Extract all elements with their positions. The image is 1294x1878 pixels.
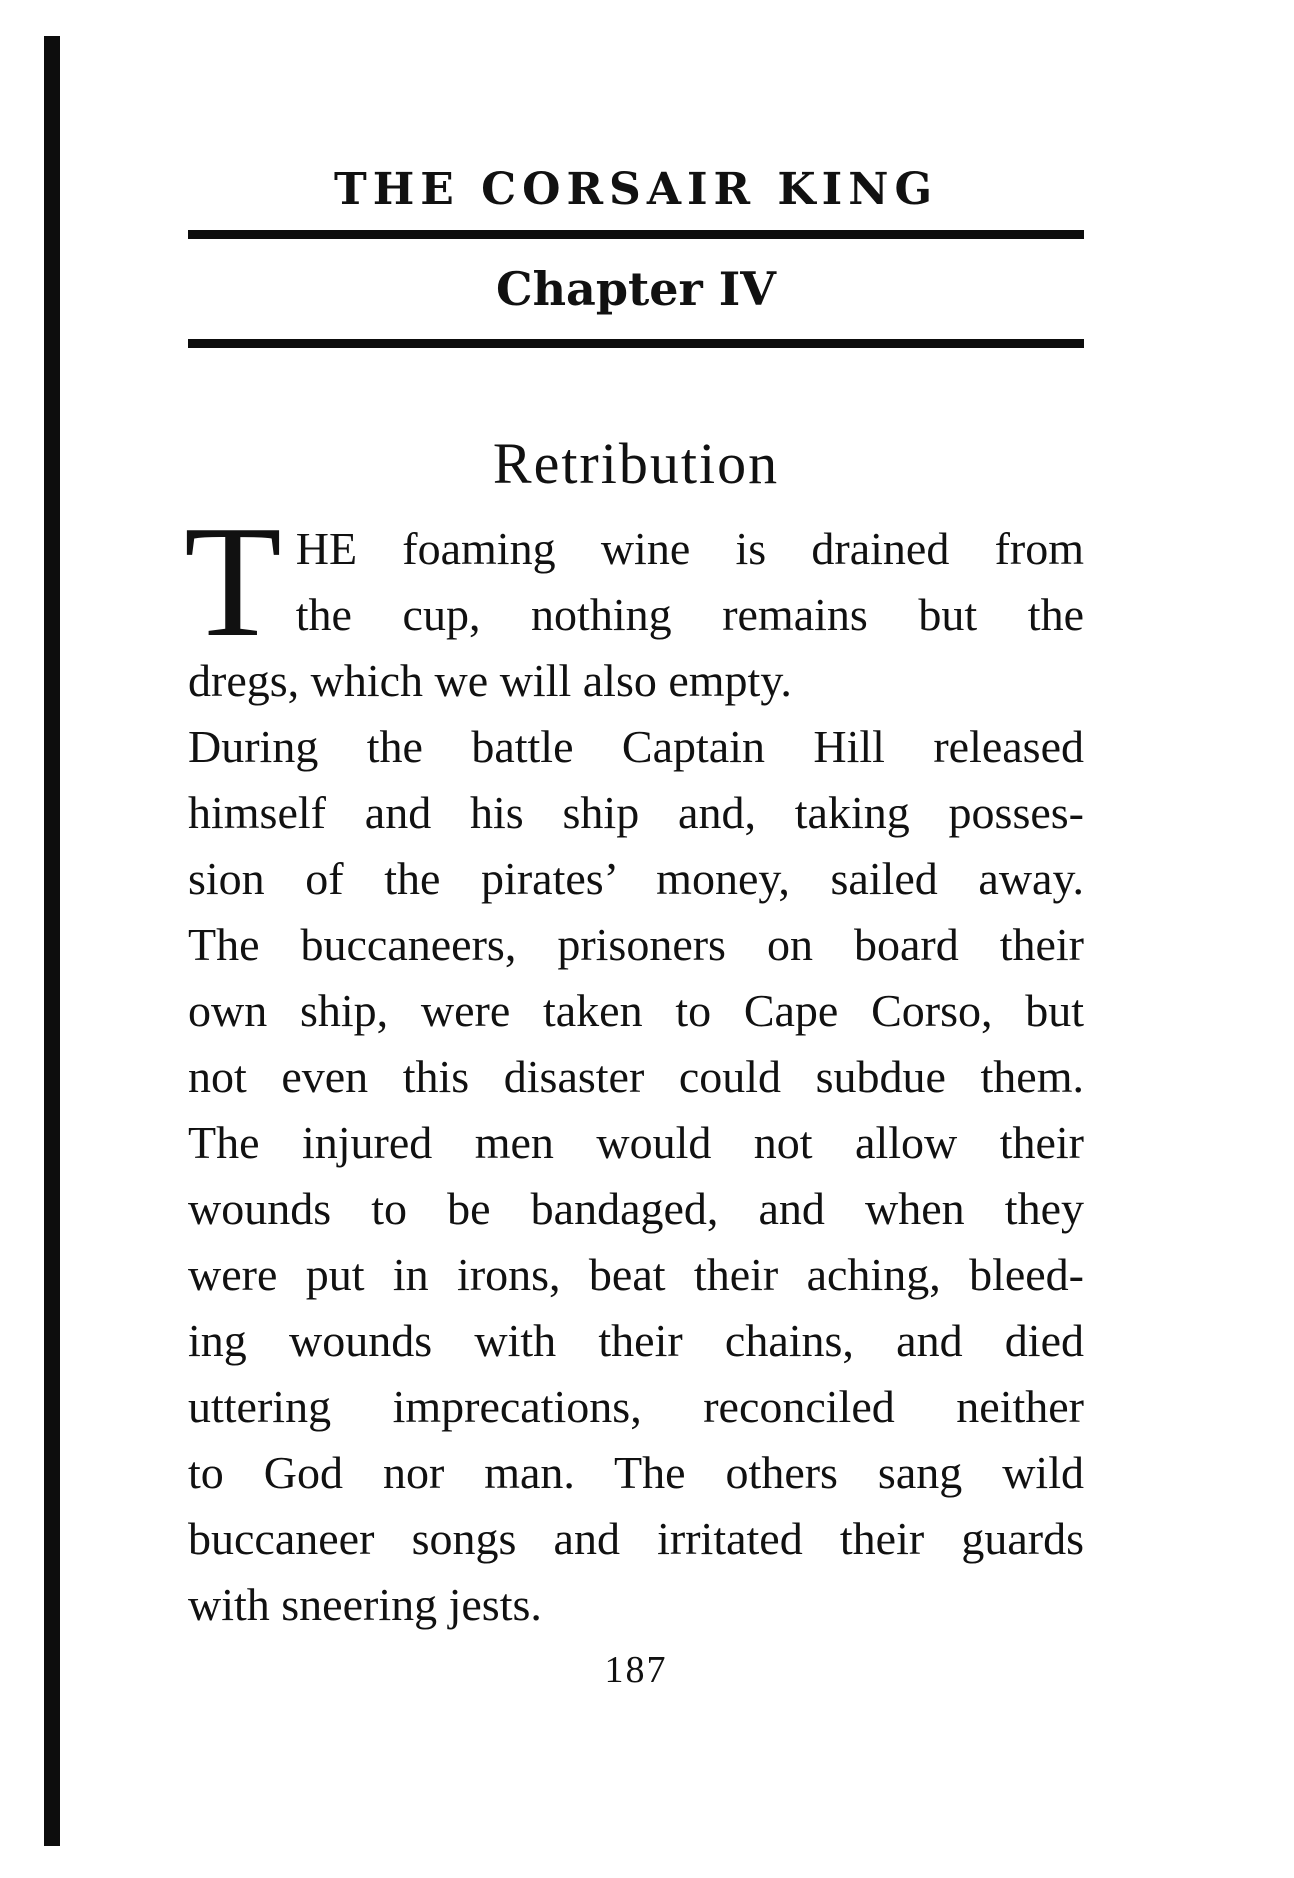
text-line: ing wounds with their chains, and died bbox=[188, 1315, 1084, 1366]
drop-cap: T bbox=[184, 492, 282, 670]
book-title: THE CORSAIR KING bbox=[333, 164, 939, 215]
text-line: himself and his ship and, taking posses- bbox=[188, 787, 1084, 838]
title-rule-bottom bbox=[188, 339, 1084, 348]
text-line: to God nor man. The others sang wild bbox=[188, 1447, 1084, 1498]
text-line: own ship, were taken to Cape Corso, but bbox=[188, 985, 1084, 1036]
text-line: with sneering jests. bbox=[188, 1579, 542, 1630]
text-line: sion of the pirates’ money, sailed away. bbox=[188, 853, 1084, 904]
page-number: 187 bbox=[604, 1649, 668, 1691]
title-rule-top bbox=[188, 230, 1084, 239]
text-line: buccaneer songs and irritated their guards bbox=[188, 1513, 1084, 1564]
text-line: the cup, nothing remains but the bbox=[295, 589, 1084, 640]
section-title: Retribution bbox=[492, 431, 780, 496]
text-line: The buccaneers, prisoners on board their bbox=[188, 919, 1084, 970]
text-line: not even this disaster could subdue them. bbox=[188, 1051, 1084, 1102]
binding-edge-bar bbox=[44, 36, 60, 1846]
body-text bbox=[184, 492, 1084, 1638]
text-line: The injured men would not allow their bbox=[188, 1117, 1084, 1168]
text-line: were put in irons, beat their aching, bleed- bbox=[188, 1249, 1084, 1300]
text-line: During the battle Captain Hill released bbox=[188, 721, 1084, 772]
text-line: uttering imprecations, reconciled neither bbox=[188, 1381, 1084, 1432]
text-line: wounds to be bandaged, and when they bbox=[188, 1183, 1084, 1234]
text-line: dregs, which we will also empty. bbox=[188, 655, 792, 706]
book-page bbox=[184, 160, 1084, 1692]
chapter-heading: Chapter IV bbox=[496, 262, 776, 316]
text-line: HE foaming wine is drained from bbox=[295, 523, 1084, 574]
